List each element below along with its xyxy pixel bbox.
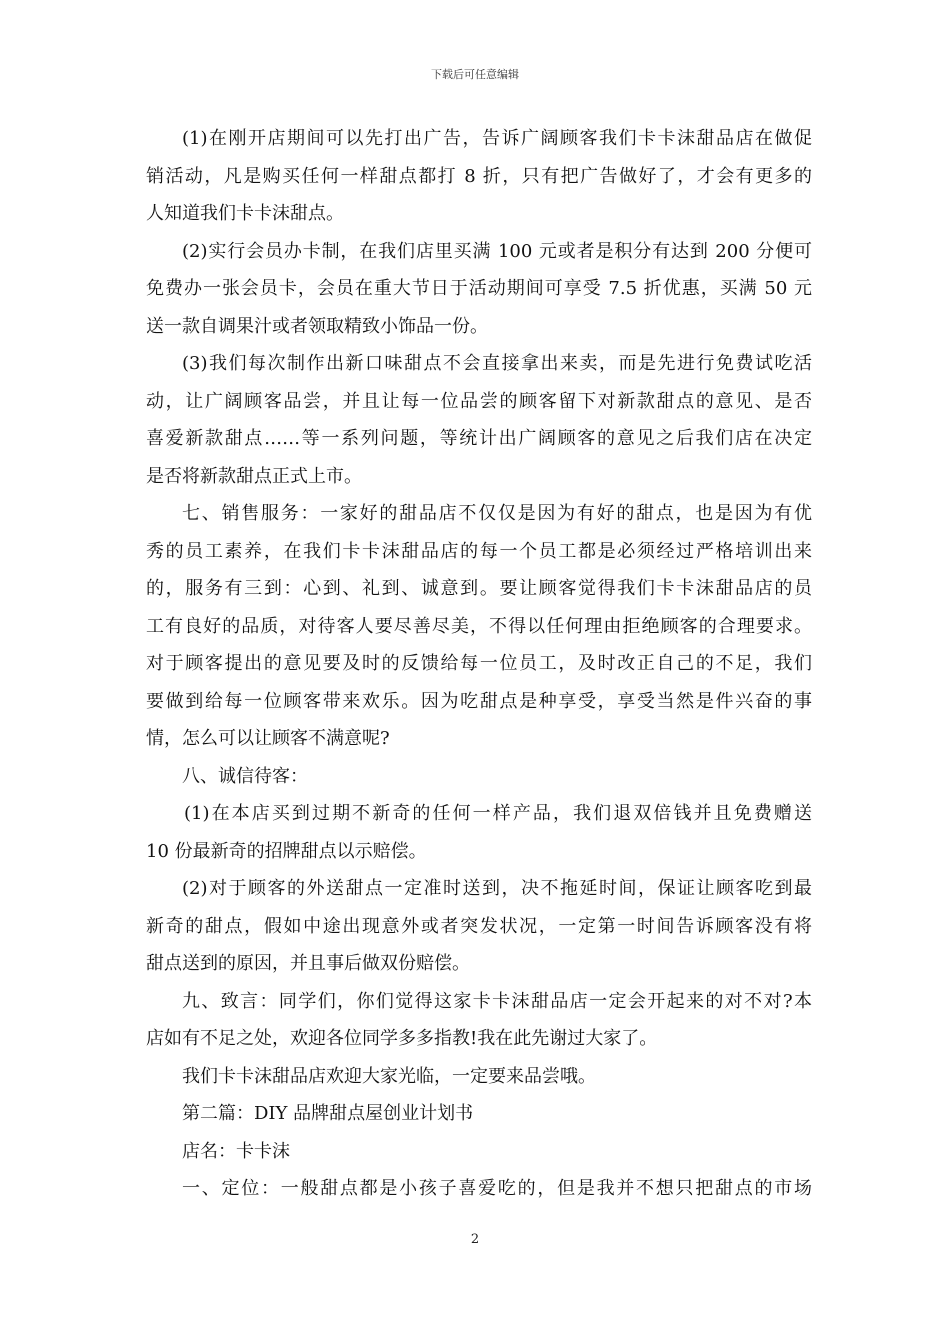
paragraph-line: 人知道我们卡卡沫甜点。 (146, 203, 344, 224)
paragraph-line: 店名：卡卡沫 (182, 1140, 290, 1162)
paragraph-line: 七、销售服务：一家好的甜品店不仅仅是因为有好的甜点，也是因为有优 (182, 503, 812, 524)
paragraph-line: (1)在本店买到过期不新奇的任何一样产品，我们退双倍钱并且免费赠送 (184, 803, 812, 824)
paragraph-line: (1)在刚开店期间可以先打出广告，告诉广阔顾客我们卡卡沫甜品店在做促 (182, 128, 812, 149)
paragraph-line: 店如有不足之处，欢迎各位同学多多指教!我在此先谢过大家了。 (146, 1028, 658, 1049)
section-heading: 八、诚信待客： (182, 765, 308, 787)
section-heading: 第二篇：DIY 品牌甜点屋创业计划书 (182, 1103, 474, 1124)
paragraph-line: 动，让广阔顾客品尝，并且让每一位品尝的顾客留下对新款甜点的意见、是否 (146, 390, 812, 412)
paragraph-line: 情，怎么可以让顾客不满意呢? (146, 728, 390, 749)
paragraph-line: 甜点送到的原因，并且事后做双份赔偿。 (146, 953, 470, 974)
paragraph-line: 是否将新款甜点正式上市。 (146, 465, 362, 487)
paragraph-line: 销活动，凡是购买任何一样甜点都打 8 折，只有把广告做好了，才会有更多的 (146, 165, 812, 187)
page-number: 2 (470, 1232, 480, 1247)
paragraph-line: 工有良好的品质，对待客人要尽善尽美，不得以任何理由拒绝顾客的合理要求。 (146, 615, 812, 637)
paragraph-line: 喜爱新款甜点……等一系列问题，等统计出广阔顾客的意见之后我们店在决定 (146, 428, 812, 449)
document-body (146, 120, 812, 1208)
paragraph-line: 送一款自调果汁或者领取精致小饰品一份。 (146, 315, 488, 337)
paragraph-line: (2)对于顾客的外送甜点一定准时送到，决不拖延时间，保证让顾客吃到最 (182, 878, 812, 899)
paragraph-line: 对于顾客提出的意见要及时的反馈给每一位员工，及时改正自己的不足，我们 (146, 653, 812, 674)
paragraph-line: 秀的员工素养，在我们卡卡沫甜品店的每一个员工都是必须经过严格培训出来 (146, 540, 812, 562)
paragraph-line: 新奇的甜点，假如中途出现意外或者突发状况，一定第一时间告诉顾客没有将 (146, 915, 812, 937)
paragraph-line: 要做到给每一位顾客带来欢乐。因为吃甜点是种享受，享受当然是件兴奋的事 (146, 690, 812, 712)
paragraph-line: (2)实行会员办卡制，在我们店里买满 100 元或者是积分有达到 200 分便可 (182, 240, 812, 262)
paragraph-line: 九、致言：同学们，你们觉得这家卡卡沫甜品店一定会开起来的对不对?本 (182, 990, 812, 1012)
paragraph-line: 的，服务有三到：心到、礼到、诚意到。要让顾客觉得我们卡卡沫甜品店的员 (146, 578, 812, 599)
page-header: 下载后可任意编辑 (431, 68, 519, 81)
paragraph-line: 10 份最新奇的招牌甜点以示赔偿。 (146, 840, 427, 862)
paragraph-line: 一、定位：一般甜点都是小孩子喜爱吃的，但是我并不想只把甜点的市场 (182, 1178, 812, 1199)
paragraph-line: (3)我们每次制作出新口味甜点不会直接拿出来卖，而是先进行免费试吃活 (182, 353, 812, 374)
paragraph-line: 我们卡卡沫甜品店欢迎大家光临，一定要来品尝哦。 (182, 1065, 596, 1087)
paragraph-line: 免费办一张会员卡，会员在重大节日于活动期间可享受 7.5 折优惠，买满 50 元 (146, 278, 812, 299)
